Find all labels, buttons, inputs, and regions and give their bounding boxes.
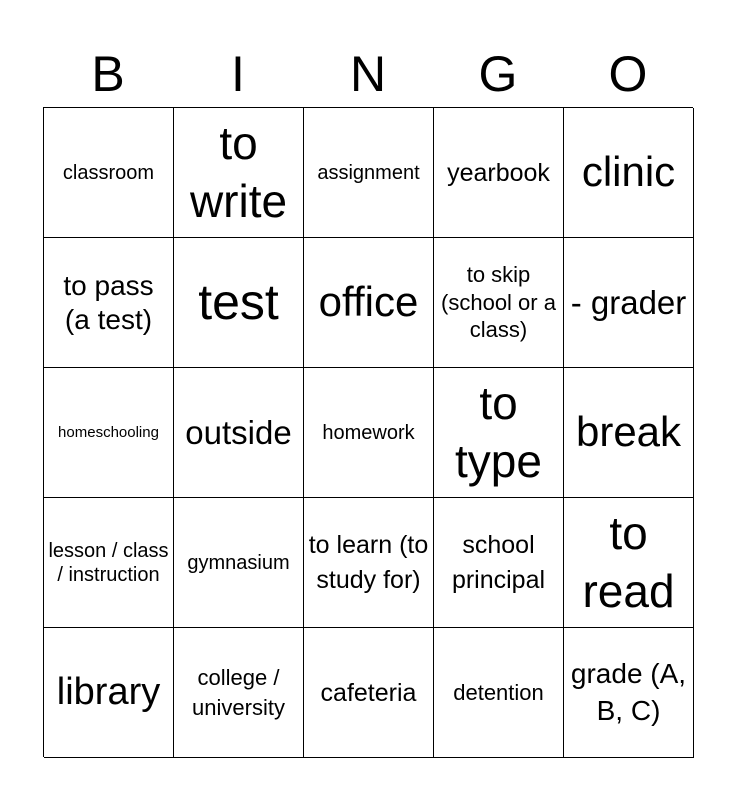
cell-text: - grader xyxy=(570,283,687,321)
bingo-cell-r5c4[interactable] xyxy=(434,628,564,758)
cell-text: lesson / class / instruction xyxy=(48,539,169,586)
cell-text: test xyxy=(198,274,279,330)
bingo-cell-r2c2[interactable] xyxy=(174,238,304,368)
cell-text: to write xyxy=(189,117,288,227)
bingo-cell-r2c1[interactable] xyxy=(44,238,174,368)
bingo-cell-r1c5[interactable] xyxy=(564,108,694,238)
bingo-cell-r2c4[interactable] xyxy=(434,238,564,368)
cell-text: classroom xyxy=(62,161,155,184)
cell-text: school principal xyxy=(451,530,546,594)
header-letter-n: N xyxy=(349,46,387,102)
bingo-cell-r4c4[interactable] xyxy=(434,498,564,628)
bingo-cell-r1c1[interactable] xyxy=(44,108,174,238)
cell-text: gymnasium xyxy=(187,551,290,574)
cell-text: yearbook xyxy=(447,158,550,187)
bingo-cell-r5c3[interactable] xyxy=(304,628,434,758)
cell-text: to type xyxy=(455,377,542,487)
bingo-cell-r1c4[interactable] xyxy=(434,108,564,238)
cell-text: office xyxy=(318,278,419,326)
header-letter-i: I xyxy=(231,46,245,102)
cell-text: grade (A, B, C) xyxy=(570,658,687,726)
bingo-cell-r3c3[interactable] xyxy=(304,368,434,498)
bingo-cell-r2c3[interactable] xyxy=(304,238,434,368)
bingo-cell-r3c2[interactable] xyxy=(174,368,304,498)
cell-text: to pass (a test) xyxy=(63,269,154,335)
bingo-cell-r5c5[interactable] xyxy=(564,628,694,758)
cell-text: to learn (to study for) xyxy=(308,530,429,594)
cell-text: cafeteria xyxy=(320,678,417,707)
cell-text: break xyxy=(575,408,682,456)
cell-text: homework xyxy=(322,421,415,444)
bingo-cell-r5c1[interactable] xyxy=(44,628,174,758)
bingo-cell-r3c1[interactable] xyxy=(44,368,174,498)
bingo-cell-r4c2[interactable] xyxy=(174,498,304,628)
cell-text: clinic xyxy=(581,148,676,196)
bingo-card-grid xyxy=(43,107,693,757)
bingo-cell-r3c5[interactable] xyxy=(564,368,694,498)
cell-text: to skip (school or a class) xyxy=(441,262,556,343)
bingo-cell-r1c2[interactable] xyxy=(174,108,304,238)
bingo-cell-r5c2[interactable] xyxy=(174,628,304,758)
cell-text: college / university xyxy=(192,664,285,720)
cell-text: detention xyxy=(453,679,544,705)
header-letter-b: B xyxy=(91,46,125,102)
bingo-cell-r4c3[interactable] xyxy=(304,498,434,628)
bingo-cell-r2c5[interactable] xyxy=(564,238,694,368)
cell-text: homeschooling xyxy=(58,423,159,441)
cell-text: library xyxy=(56,670,161,713)
bingo-cell-r1c3[interactable] xyxy=(304,108,434,238)
bingo-header xyxy=(43,40,693,108)
cell-text: outside xyxy=(185,413,292,451)
bingo-cell-r4c1[interactable] xyxy=(44,498,174,628)
header-letter-o: O xyxy=(608,46,648,102)
bingo-cell-r3c4[interactable] xyxy=(434,368,564,498)
header-letter-g: G xyxy=(478,46,518,102)
cell-text: assignment xyxy=(317,161,420,184)
cell-text: to read xyxy=(582,507,675,617)
bingo-cell-r4c5[interactable] xyxy=(564,498,694,628)
